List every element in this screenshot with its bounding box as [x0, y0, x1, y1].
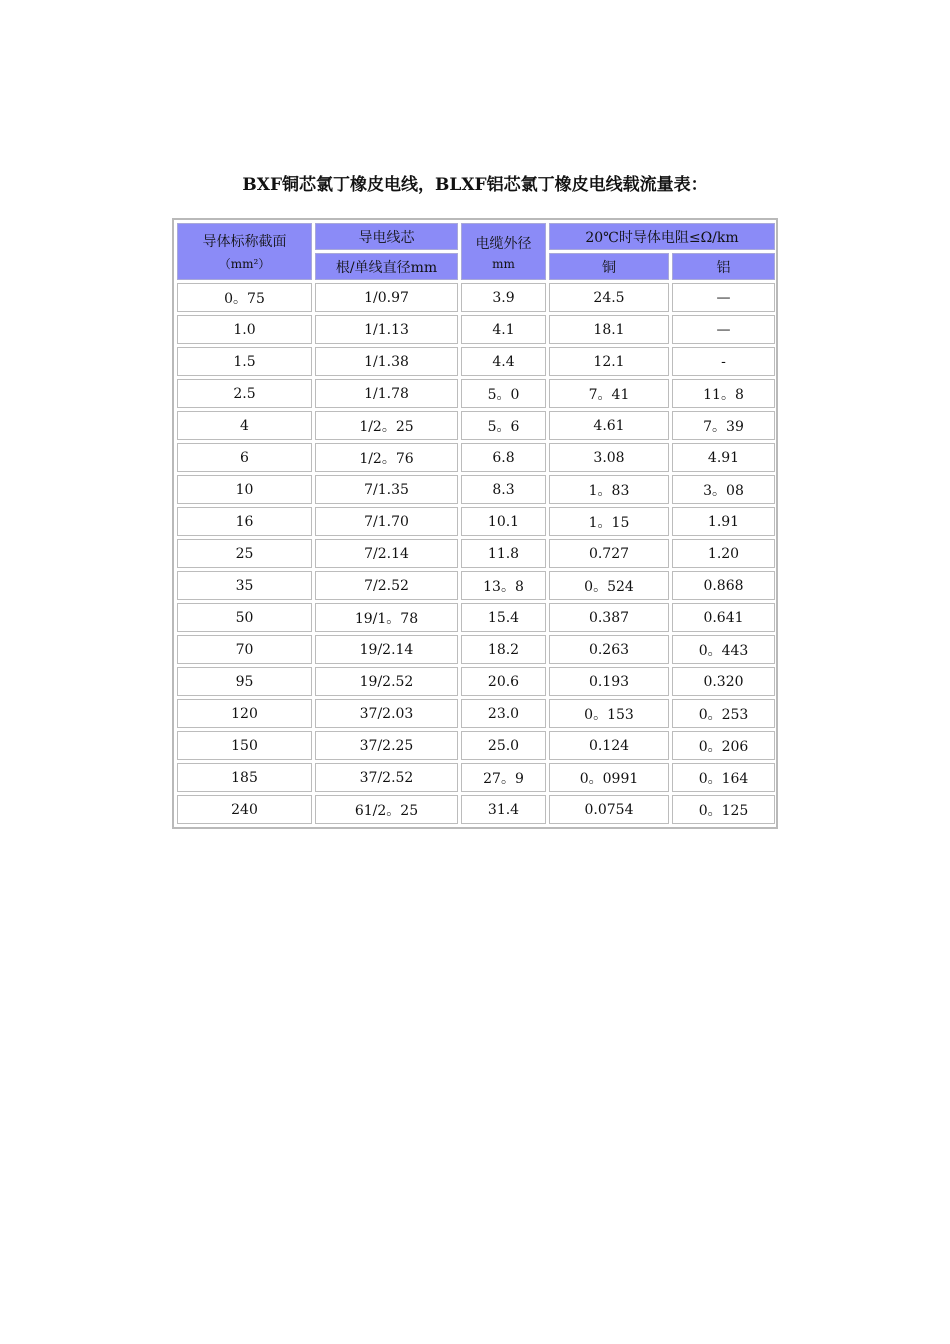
section-cell: 240 — [177, 795, 312, 824]
aluminum-resistance-cell: 0.868 — [672, 571, 775, 600]
aluminum-resistance-cell: - — [672, 347, 775, 376]
copper-resistance-cell: 4.61 — [549, 411, 669, 440]
outer-diameter-cell: 15.4 — [461, 603, 546, 632]
copper-resistance-cell: 1。15 — [549, 507, 669, 536]
outer-diameter-cell: 6.8 — [461, 443, 546, 472]
header-section-unit: （mm²） — [218, 257, 271, 271]
copper-resistance-cell: 0.387 — [549, 603, 669, 632]
copper-resistance-cell: 24.5 — [549, 283, 669, 312]
aluminum-resistance-cell: 11。8 — [672, 379, 775, 408]
header-outer-diameter-unit: mm — [492, 256, 515, 271]
header-copper — [549, 253, 669, 280]
resistance-table — [174, 220, 778, 827]
copper-resistance-cell: 0。153 — [549, 699, 669, 728]
page-title: BXF铜芯氯丁橡皮电线，BLXF铝芯氯丁橡皮电线载流量表： — [242, 175, 708, 195]
section-cell: 1.0 — [177, 315, 312, 344]
aluminum-resistance-cell: 0。443 — [672, 635, 775, 664]
copper-resistance-cell: 0。0991 — [549, 763, 669, 792]
core-cell: 61/2。25 — [315, 795, 458, 824]
core-cell: 37/2.52 — [315, 763, 458, 792]
copper-resistance-cell: 18.1 — [549, 315, 669, 344]
table-row — [177, 411, 775, 440]
core-cell: 1/2。76 — [315, 443, 458, 472]
resistance-table-container — [172, 218, 778, 829]
outer-diameter-cell: 25.0 — [461, 731, 546, 760]
outer-diameter-cell: 31.4 — [461, 795, 546, 824]
copper-resistance-cell: 3.08 — [549, 443, 669, 472]
core-cell: 7/2.52 — [315, 571, 458, 600]
table-row — [177, 539, 775, 568]
table-body — [177, 283, 775, 824]
section-cell: 25 — [177, 539, 312, 568]
aluminum-resistance-cell: 0。206 — [672, 731, 775, 760]
aluminum-resistance-cell: 0.320 — [672, 667, 775, 696]
core-cell: 1/1.13 — [315, 315, 458, 344]
outer-diameter-cell: 20.6 — [461, 667, 546, 696]
header-copper-label: 铜 — [602, 259, 616, 276]
copper-resistance-cell: 1。83 — [549, 475, 669, 504]
core-cell: 1/2。25 — [315, 411, 458, 440]
outer-diameter-cell: 8.3 — [461, 475, 546, 504]
header-aluminum-label: 铝 — [716, 259, 731, 276]
outer-diameter-cell: 4.1 — [461, 315, 546, 344]
section-cell: 1.5 — [177, 347, 312, 376]
core-cell: 19/1。78 — [315, 603, 458, 632]
header-resistance-label: 20℃时导体电阻≤Ω/km — [585, 229, 739, 246]
core-cell: 7/2.14 — [315, 539, 458, 568]
outer-diameter-cell: 13。8 — [461, 571, 546, 600]
outer-diameter-cell: 3.9 — [461, 283, 546, 312]
table-header — [177, 223, 775, 280]
section-cell: 35 — [177, 571, 312, 600]
table-row — [177, 475, 775, 504]
aluminum-resistance-cell: 0.641 — [672, 603, 775, 632]
table-row — [177, 571, 775, 600]
header-core-sub — [315, 253, 458, 280]
copper-resistance-cell: 12.1 — [549, 347, 669, 376]
outer-diameter-cell: 10.1 — [461, 507, 546, 536]
header-core-sub-label: 根/单线直径mm — [335, 259, 438, 276]
table-row — [177, 603, 775, 632]
header-outer-diameter-label: 电缆外径 — [475, 235, 532, 252]
core-cell: 37/2.03 — [315, 699, 458, 728]
section-cell: 4 — [177, 411, 312, 440]
table-row — [177, 507, 775, 536]
aluminum-resistance-cell: 4.91 — [672, 443, 775, 472]
table-row — [177, 667, 775, 696]
table-row — [177, 283, 775, 312]
section-cell: 6 — [177, 443, 312, 472]
core-cell: 19/2.52 — [315, 667, 458, 696]
outer-diameter-cell: 27。9 — [461, 763, 546, 792]
core-cell: 7/1.70 — [315, 507, 458, 536]
aluminum-resistance-cell: 1.91 — [672, 507, 775, 536]
outer-diameter-cell: 5。6 — [461, 411, 546, 440]
header-aluminum — [672, 253, 775, 280]
table-row — [177, 315, 775, 344]
core-cell: 1/1.78 — [315, 379, 458, 408]
copper-resistance-cell: 7。41 — [549, 379, 669, 408]
outer-diameter-cell: 23.0 — [461, 699, 546, 728]
copper-resistance-cell: 0。524 — [549, 571, 669, 600]
copper-resistance-cell: 0.193 — [549, 667, 669, 696]
copper-resistance-cell: 0.727 — [549, 539, 669, 568]
section-cell: 50 — [177, 603, 312, 632]
table-row — [177, 379, 775, 408]
section-cell: 70 — [177, 635, 312, 664]
section-cell: 0。75 — [177, 283, 312, 312]
copper-resistance-cell: 0.124 — [549, 731, 669, 760]
aluminum-resistance-cell: 0。164 — [672, 763, 775, 792]
aluminum-resistance-cell: 7。39 — [672, 411, 775, 440]
section-cell: 120 — [177, 699, 312, 728]
section-cell: 95 — [177, 667, 312, 696]
core-cell: 1/0.97 — [315, 283, 458, 312]
copper-resistance-cell: 0.0754 — [549, 795, 669, 824]
table-row — [177, 347, 775, 376]
table-row — [177, 443, 775, 472]
core-cell: 37/2.25 — [315, 731, 458, 760]
header-core — [315, 223, 458, 250]
table-row — [177, 763, 775, 792]
aluminum-resistance-cell: 0。125 — [672, 795, 775, 824]
aluminum-resistance-cell: 1.20 — [672, 539, 775, 568]
header-section-label: 导体标称截面 — [202, 234, 287, 250]
core-cell: 19/2.14 — [315, 635, 458, 664]
core-cell: 1/1.38 — [315, 347, 458, 376]
header-core-label: 导电线芯 — [358, 229, 415, 246]
section-cell: 16 — [177, 507, 312, 536]
section-cell: 2.5 — [177, 379, 312, 408]
outer-diameter-cell: 11.8 — [461, 539, 546, 568]
section-cell: 185 — [177, 763, 312, 792]
aluminum-resistance-cell: 0。253 — [672, 699, 775, 728]
core-cell: 7/1.35 — [315, 475, 458, 504]
section-cell: 150 — [177, 731, 312, 760]
outer-diameter-cell: 18.2 — [461, 635, 546, 664]
table-row — [177, 731, 775, 760]
header-outer-diameter — [461, 223, 546, 280]
outer-diameter-cell: 5。0 — [461, 379, 546, 408]
copper-resistance-cell: 0.263 — [549, 635, 669, 664]
header-resistance — [549, 223, 775, 250]
table-row — [177, 795, 775, 824]
table-row — [177, 699, 775, 728]
outer-diameter-cell: 4.4 — [461, 347, 546, 376]
aluminum-resistance-cell: — — [672, 283, 775, 312]
table-row — [177, 635, 775, 664]
header-section — [177, 223, 312, 280]
aluminum-resistance-cell: — — [672, 315, 775, 344]
section-cell: 10 — [177, 475, 312, 504]
aluminum-resistance-cell: 3。08 — [672, 475, 775, 504]
